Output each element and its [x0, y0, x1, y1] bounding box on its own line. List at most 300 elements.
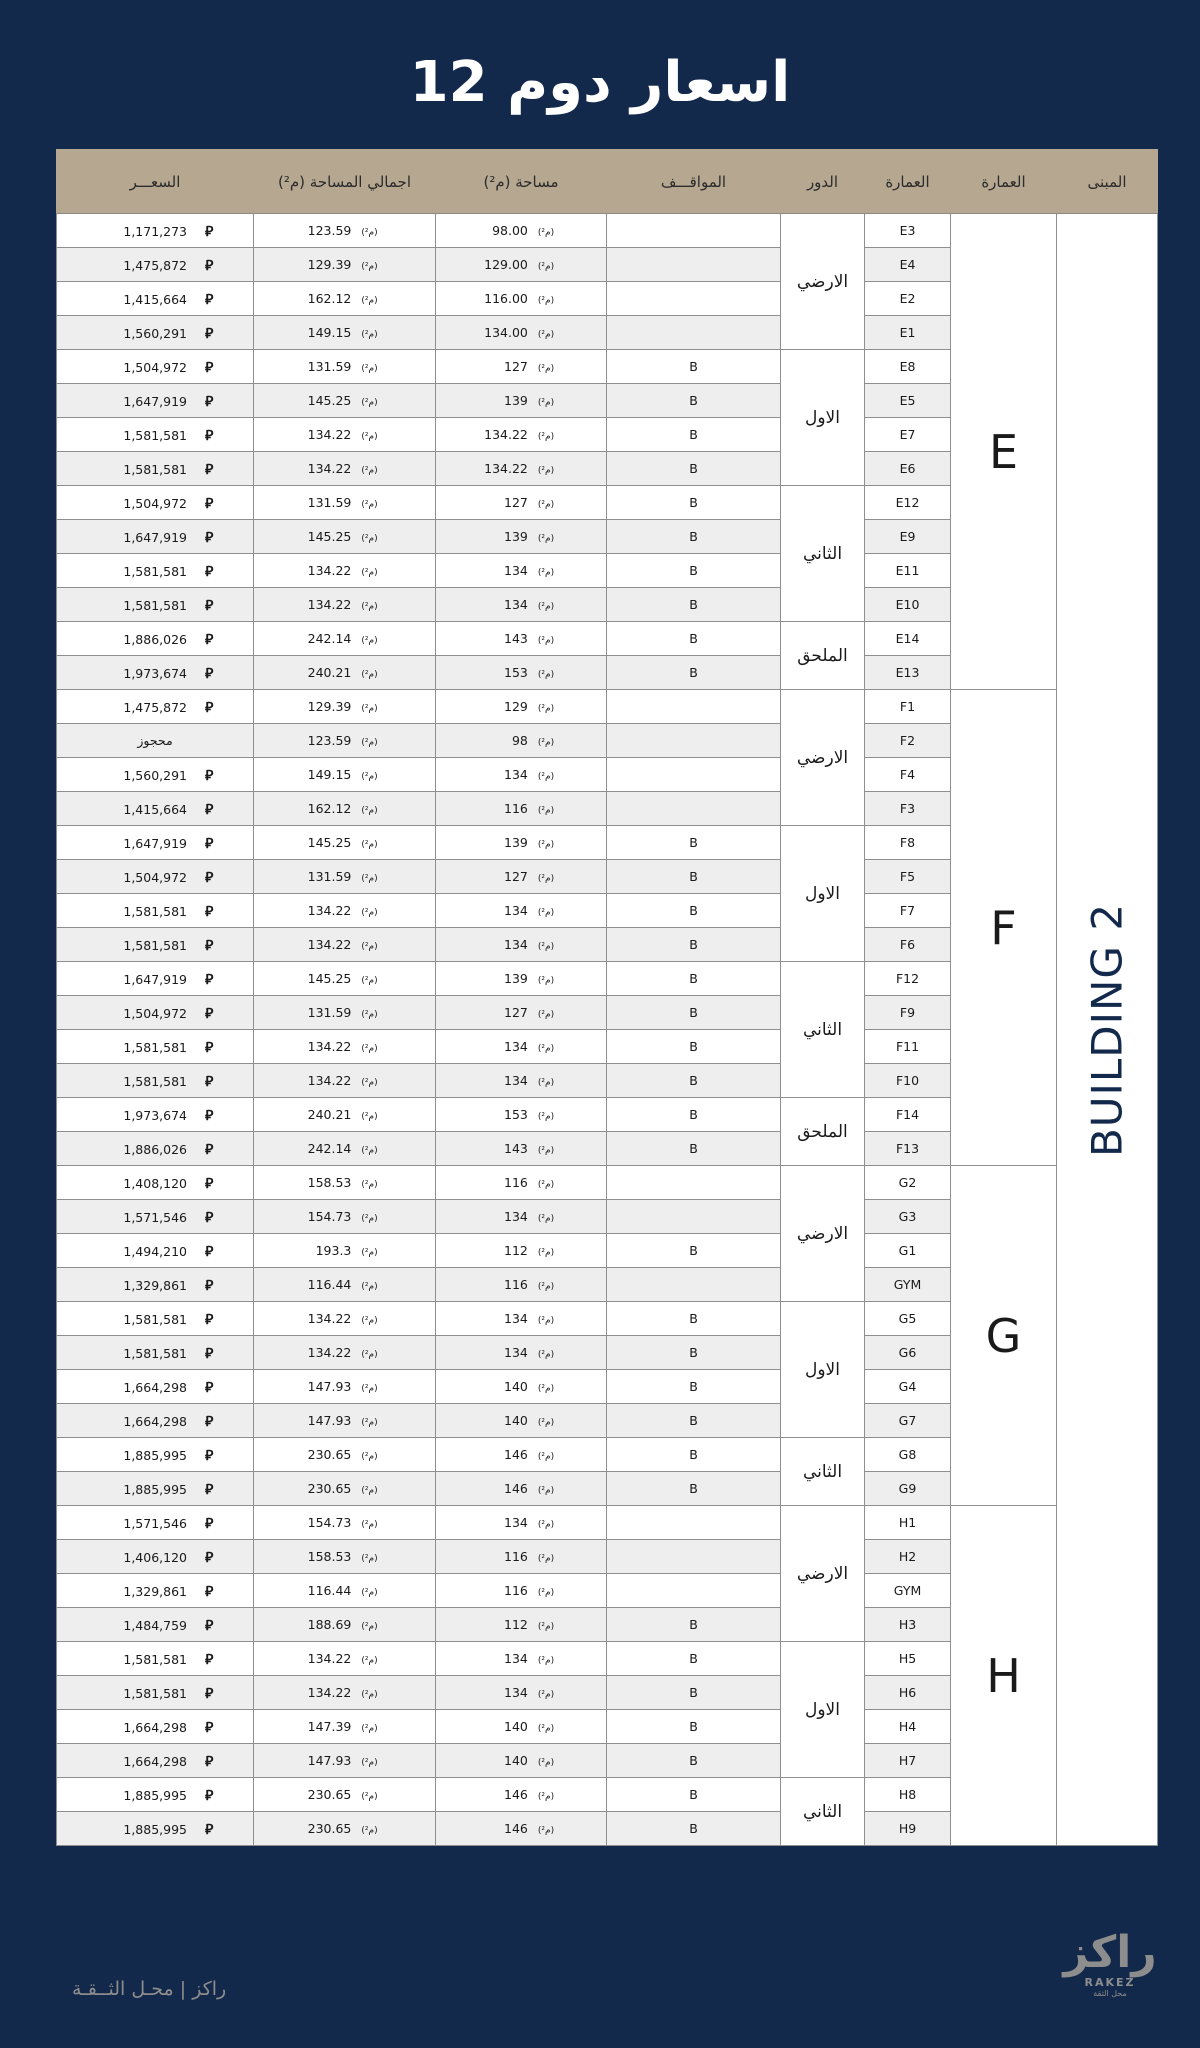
block-cell: H	[951, 1506, 1057, 1846]
price-value: 1,885,995	[123, 1481, 187, 1497]
price-cell	[57, 588, 254, 622]
unit-label: (م²)	[537, 1622, 555, 1632]
price-value: 1,581,581	[123, 1345, 187, 1361]
block-cell: F	[951, 690, 1057, 1166]
total-area-value: 123.59	[307, 223, 352, 238]
price-cell	[57, 214, 254, 248]
area-cell	[436, 758, 607, 792]
unit-label: (م²)	[361, 1418, 378, 1428]
riyal-icon: ⃁	[205, 631, 214, 648]
parking-cell	[607, 282, 781, 316]
total-area-cell	[254, 1166, 436, 1200]
area-cell	[436, 418, 607, 452]
unit-cell: E3	[865, 214, 951, 248]
price-table	[56, 149, 1158, 1846]
unit-label: (م²)	[537, 772, 555, 782]
unit-cell: E5	[865, 384, 951, 418]
unit-cell: G6	[865, 1336, 951, 1370]
unit-label: (م²)	[537, 704, 555, 714]
total-area-value: 134.22	[307, 1073, 352, 1088]
total-area-cell	[254, 1540, 436, 1574]
price-cell	[57, 1064, 254, 1098]
total-area-cell	[254, 1064, 436, 1098]
unit-cell: E6	[865, 452, 951, 486]
unit-label: (م²)	[361, 840, 378, 850]
unit-label: (م²)	[537, 1690, 555, 1700]
unit-cell: H2	[865, 1540, 951, 1574]
unit-label: (م²)	[537, 1010, 555, 1020]
parking-cell: B	[607, 1030, 781, 1064]
unit-cell: F5	[865, 860, 951, 894]
area-cell	[436, 962, 607, 996]
riyal-icon: ⃁	[205, 1311, 214, 1328]
total-area-cell	[254, 1710, 436, 1744]
area-value: 139	[504, 393, 528, 408]
reserved-label: محجوز	[137, 733, 173, 748]
area-value: 129	[504, 699, 528, 714]
price-cell	[57, 656, 254, 690]
unit-label: (م²)	[537, 364, 555, 374]
header-project: المبنى	[1057, 150, 1158, 214]
riyal-icon: ⃁	[205, 1447, 214, 1464]
unit-cell: E4	[865, 248, 951, 282]
floor-cell: الارضي	[781, 1506, 865, 1642]
total-area-cell	[254, 1438, 436, 1472]
total-area-cell	[254, 214, 436, 248]
area-value: 98	[511, 733, 528, 748]
area-value: 134	[504, 937, 528, 952]
unit-label: (م²)	[537, 330, 555, 340]
logo-subtitle: محل الثقة	[1093, 1989, 1127, 1998]
area-cell	[436, 486, 607, 520]
unit-label: (م²)	[537, 1214, 555, 1224]
unit-label: (م²)	[361, 1826, 378, 1836]
riyal-icon: ⃁	[205, 597, 214, 614]
unit-label: (م²)	[361, 772, 378, 782]
unit-label: (م²)	[537, 296, 555, 306]
riyal-icon: ⃁	[205, 801, 214, 818]
unit-cell: G7	[865, 1404, 951, 1438]
price-value: 1,406,120	[123, 1549, 187, 1565]
floor-cell: الارضي	[781, 214, 865, 350]
parking-cell	[607, 1506, 781, 1540]
price-cell	[57, 554, 254, 588]
area-value: 127	[504, 359, 528, 374]
area-value: 116	[504, 1175, 528, 1190]
area-value: 146	[504, 1481, 528, 1496]
unit-label: (م²)	[361, 568, 378, 578]
unit-label: (م²)	[361, 466, 378, 476]
price-value: 1,475,872	[123, 699, 187, 715]
unit-label: (م²)	[361, 942, 378, 952]
area-value: 134	[504, 1515, 528, 1530]
header-row	[57, 150, 1158, 214]
total-area-value: 134.22	[307, 1039, 352, 1054]
floor-cell: الثاني	[781, 1438, 865, 1506]
total-area-value: 131.59	[307, 495, 352, 510]
unit-label: (م²)	[537, 942, 555, 952]
area-cell	[436, 826, 607, 860]
parking-cell	[607, 1574, 781, 1608]
price-sheet	[56, 149, 1157, 1839]
area-cell	[436, 792, 607, 826]
area-cell	[436, 656, 607, 690]
unit-label: (م²)	[537, 1486, 555, 1496]
price-value: 1,886,026	[123, 631, 187, 647]
unit-cell: F12	[865, 962, 951, 996]
total-area-value: 242.14	[307, 1141, 352, 1156]
unit-label: (م²)	[361, 976, 378, 986]
total-area-value: 147.93	[307, 1753, 352, 1768]
price-value: 1,581,581	[123, 1651, 187, 1667]
total-area-value: 230.65	[307, 1787, 352, 1802]
riyal-icon: ⃁	[205, 291, 214, 308]
unit-label: (م²)	[537, 1180, 555, 1190]
total-area-value: 145.25	[307, 835, 352, 850]
area-value: 153	[504, 665, 528, 680]
header-parking: المواقـــف	[607, 150, 781, 214]
area-cell	[436, 1030, 607, 1064]
area-cell	[436, 1812, 607, 1846]
riyal-icon: ⃁	[205, 1345, 214, 1362]
unit-cell: E10	[865, 588, 951, 622]
unit-cell: F8	[865, 826, 951, 860]
parking-cell: B	[607, 520, 781, 554]
price-value: 1,504,972	[123, 359, 187, 375]
area-value: 139	[504, 529, 528, 544]
price-cell	[57, 350, 254, 384]
total-area-cell	[254, 1268, 436, 1302]
total-area-value: 230.65	[307, 1447, 352, 1462]
area-value: 153	[504, 1107, 528, 1122]
price-cell	[57, 1676, 254, 1710]
area-cell	[436, 1098, 607, 1132]
total-area-cell	[254, 860, 436, 894]
total-area-cell	[254, 690, 436, 724]
parking-cell	[607, 1200, 781, 1234]
area-value: 134	[504, 903, 528, 918]
unit-cell: E12	[865, 486, 951, 520]
price-value: 1,664,298	[123, 1753, 187, 1769]
unit-label: (م²)	[361, 1758, 378, 1768]
area-value: 146	[504, 1821, 528, 1836]
price-value: 1,647,919	[123, 971, 187, 987]
unit-label: (م²)	[361, 874, 378, 884]
total-area-cell	[254, 418, 436, 452]
total-area-value: 149.15	[307, 325, 352, 340]
price-cell	[57, 1404, 254, 1438]
total-area-cell	[254, 792, 436, 826]
price-cell	[57, 1744, 254, 1778]
unit-label: (م²)	[361, 1248, 378, 1258]
parking-cell: B	[607, 1370, 781, 1404]
total-area-value: 134.22	[307, 1345, 352, 1360]
total-area-cell	[254, 1812, 436, 1846]
total-area-value: 154.73	[307, 1209, 352, 1224]
riyal-icon: ⃁	[205, 1005, 214, 1022]
total-area-value: 145.25	[307, 529, 352, 544]
area-value: 134	[504, 1311, 528, 1326]
total-area-value: 116.44	[307, 1277, 352, 1292]
riyal-icon: ⃁	[205, 1549, 214, 1566]
header-price: السعـــر	[57, 150, 254, 214]
price-value: 1,647,919	[123, 835, 187, 851]
price-cell	[57, 418, 254, 452]
area-cell	[436, 860, 607, 894]
riyal-icon: ⃁	[205, 1277, 214, 1294]
unit-cell: H8	[865, 1778, 951, 1812]
unit-label: (م²)	[537, 568, 555, 578]
total-area-cell	[254, 588, 436, 622]
riyal-icon: ⃁	[205, 665, 214, 682]
floor-cell: الملحق	[781, 622, 865, 690]
unit-label: (م²)	[537, 1758, 555, 1768]
area-value: 143	[504, 1141, 528, 1156]
price-value: 1,973,674	[123, 665, 187, 681]
area-value: 98.00	[492, 223, 528, 238]
price-cell	[57, 690, 254, 724]
unit-label: (م²)	[361, 1180, 378, 1190]
total-area-cell	[254, 1302, 436, 1336]
unit-label: (م²)	[361, 806, 378, 816]
parking-cell	[607, 214, 781, 248]
riyal-icon: ⃁	[205, 699, 214, 716]
unit-label: (م²)	[537, 1282, 555, 1292]
area-cell	[436, 894, 607, 928]
total-area-cell	[254, 1744, 436, 1778]
area-value: 116.00	[484, 291, 528, 306]
unit-cell: G9	[865, 1472, 951, 1506]
total-area-value: 162.12	[307, 801, 352, 816]
price-value: 1,581,581	[123, 597, 187, 613]
unit-cell: F13	[865, 1132, 951, 1166]
floor-cell: الملحق	[781, 1098, 865, 1166]
area-cell	[436, 1642, 607, 1676]
header-block: العمارة	[951, 150, 1057, 214]
price-value: 1,581,581	[123, 563, 187, 579]
area-cell	[436, 1710, 607, 1744]
unit-cell: H1	[865, 1506, 951, 1540]
area-value: 134.00	[484, 325, 528, 340]
riyal-icon: ⃁	[205, 325, 214, 342]
total-area-cell	[254, 486, 436, 520]
area-cell	[436, 452, 607, 486]
price-value: 1,504,972	[123, 1005, 187, 1021]
total-area-cell	[254, 962, 436, 996]
total-area-cell	[254, 282, 436, 316]
total-area-cell	[254, 1234, 436, 1268]
price-cell	[57, 1336, 254, 1370]
price-value: 1,329,861	[123, 1277, 187, 1293]
price-cell	[57, 1812, 254, 1846]
total-area-value: 145.25	[307, 393, 352, 408]
unit-cell: F3	[865, 792, 951, 826]
parking-cell: B	[607, 452, 781, 486]
unit-cell: E2	[865, 282, 951, 316]
price-value: 1,571,546	[123, 1515, 187, 1531]
price-cell	[57, 724, 254, 758]
area-cell	[436, 1540, 607, 1574]
parking-cell	[607, 724, 781, 758]
area-cell	[436, 724, 607, 758]
parking-cell: B	[607, 418, 781, 452]
parking-cell: B	[607, 826, 781, 860]
unit-cell: H3	[865, 1608, 951, 1642]
price-cell	[57, 860, 254, 894]
price-value: 1,647,919	[123, 529, 187, 545]
total-area-value: 240.21	[307, 665, 352, 680]
price-cell	[57, 996, 254, 1030]
area-value: 134	[504, 1345, 528, 1360]
riyal-icon: ⃁	[205, 869, 214, 886]
total-area-cell	[254, 1098, 436, 1132]
unit-label: (م²)	[537, 738, 555, 748]
price-cell	[57, 520, 254, 554]
price-value: 1,885,995	[123, 1821, 187, 1837]
unit-label: (م²)	[537, 908, 555, 918]
total-area-cell	[254, 1778, 436, 1812]
area-cell	[436, 1064, 607, 1098]
riyal-icon: ⃁	[205, 223, 214, 240]
price-cell	[57, 1608, 254, 1642]
unit-label: (م²)	[537, 636, 555, 646]
unit-cell: F10	[865, 1064, 951, 1098]
price-value: 1,171,273	[123, 223, 187, 239]
riyal-icon: ⃁	[205, 1073, 214, 1090]
total-area-value: 240.21	[307, 1107, 352, 1122]
riyal-icon: ⃁	[205, 1481, 214, 1498]
riyal-icon: ⃁	[205, 495, 214, 512]
area-value: 134.22	[484, 461, 528, 476]
parking-cell: B	[607, 1234, 781, 1268]
unit-label: (م²)	[537, 976, 555, 986]
unit-label: (م²)	[537, 1520, 555, 1530]
unit-label: (م²)	[537, 1044, 555, 1054]
total-area-cell	[254, 1200, 436, 1234]
price-value: 1,581,581	[123, 1039, 187, 1055]
logo-name: RAKEZ	[1084, 1976, 1136, 1989]
area-cell	[436, 1234, 607, 1268]
unit-label: (م²)	[537, 670, 555, 680]
area-value: 134	[504, 767, 528, 782]
price-cell	[57, 452, 254, 486]
riyal-icon: ⃁	[205, 529, 214, 546]
unit-label: (م²)	[537, 1792, 555, 1802]
area-value: 143	[504, 631, 528, 646]
footer-tagline: راكز | محـل الثــقـة	[72, 1978, 227, 2000]
total-area-cell	[254, 1574, 436, 1608]
riyal-icon: ⃁	[205, 1719, 214, 1736]
riyal-icon: ⃁	[205, 1175, 214, 1192]
price-cell	[57, 1200, 254, 1234]
unit-cell: G4	[865, 1370, 951, 1404]
table-row	[57, 1166, 1158, 1200]
total-area-value: 145.25	[307, 971, 352, 986]
unit-label: (م²)	[537, 602, 555, 612]
unit-label: (م²)	[361, 330, 378, 340]
unit-cell: F1	[865, 690, 951, 724]
price-value: 1,581,581	[123, 461, 187, 477]
price-cell	[57, 1642, 254, 1676]
total-area-cell	[254, 1132, 436, 1166]
total-area-cell	[254, 554, 436, 588]
unit-label: (م²)	[361, 1656, 378, 1666]
unit-label: (م²)	[361, 602, 378, 612]
total-area-value: 129.39	[307, 699, 352, 714]
riyal-icon: ⃁	[205, 461, 214, 478]
total-area-cell	[254, 622, 436, 656]
area-cell	[436, 1166, 607, 1200]
price-cell	[57, 792, 254, 826]
total-area-value: 149.15	[307, 767, 352, 782]
unit-label: (م²)	[361, 1384, 378, 1394]
area-cell	[436, 588, 607, 622]
price-cell	[57, 1166, 254, 1200]
price-cell	[57, 1710, 254, 1744]
unit-cell: H9	[865, 1812, 951, 1846]
unit-label: (م²)	[537, 1078, 555, 1088]
riyal-icon: ⃁	[205, 1821, 214, 1838]
area-value: 146	[504, 1787, 528, 1802]
parking-cell	[607, 248, 781, 282]
total-area-value: 129.39	[307, 257, 352, 272]
unit-label: (م²)	[537, 534, 555, 544]
parking-cell: B	[607, 962, 781, 996]
area-value: 116	[504, 1277, 528, 1292]
area-value: 134	[504, 563, 528, 578]
total-area-value: 131.59	[307, 1005, 352, 1020]
price-cell	[57, 928, 254, 962]
parking-cell	[607, 1268, 781, 1302]
area-value: 127	[504, 869, 528, 884]
unit-label: (م²)	[361, 1792, 378, 1802]
block-cell: G	[951, 1166, 1057, 1506]
area-value: 129.00	[484, 257, 528, 272]
price-value: 1,885,995	[123, 1447, 187, 1463]
unit-cell: E1	[865, 316, 951, 350]
total-area-value: 230.65	[307, 1821, 352, 1836]
unit-label: (م²)	[537, 1248, 555, 1258]
unit-label: (م²)	[537, 432, 555, 442]
unit-cell: G3	[865, 1200, 951, 1234]
unit-cell: F14	[865, 1098, 951, 1132]
total-area-value: 134.22	[307, 1311, 352, 1326]
price-value: 1,885,995	[123, 1787, 187, 1803]
total-area-value: 131.59	[307, 359, 352, 374]
unit-label: (م²)	[537, 398, 555, 408]
unit-label: (م²)	[361, 1010, 378, 1020]
total-area-value: 230.65	[307, 1481, 352, 1496]
unit-label: (م²)	[361, 636, 378, 646]
price-value: 1,664,298	[123, 1719, 187, 1735]
total-area-cell	[254, 1642, 436, 1676]
table-row	[57, 214, 1158, 248]
area-cell	[436, 1744, 607, 1778]
floor-cell: الاول	[781, 1302, 865, 1438]
unit-label: (م²)	[361, 1282, 378, 1292]
parking-cell: B	[607, 1778, 781, 1812]
unit-cell: F4	[865, 758, 951, 792]
unit-label: (م²)	[361, 1112, 378, 1122]
area-value: 134	[504, 1651, 528, 1666]
project-label: BUILDING 2	[1082, 902, 1132, 1157]
parking-cell	[607, 1540, 781, 1574]
price-value: 1,329,861	[123, 1583, 187, 1599]
parking-cell: B	[607, 894, 781, 928]
area-cell	[436, 996, 607, 1030]
area-cell	[436, 520, 607, 554]
table-row	[57, 690, 1158, 724]
